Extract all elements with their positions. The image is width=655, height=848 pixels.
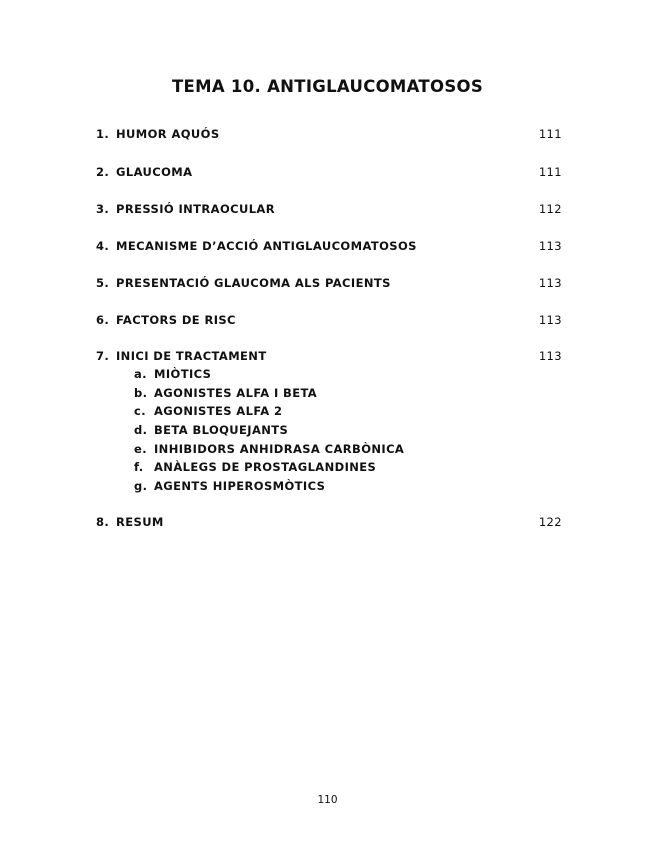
toc-label: INICI DE TRACTAMENT (116, 349, 267, 363)
toc-entry[interactable] (96, 164, 562, 180)
toc-label: GLAUCOMA (116, 165, 193, 179)
toc-entry[interactable] (96, 312, 562, 328)
toc-subnumber: b. (134, 386, 148, 400)
toc-subnumber: e. (134, 442, 147, 456)
toc-sublabel: AGONISTES ALFA I BETA (154, 386, 318, 400)
toc-sublabel: BETA BLOQUEJANTS (154, 423, 289, 437)
toc-sublabel: MIÒTICS (154, 367, 212, 381)
toc-number: 4. (96, 239, 110, 253)
toc-label: FACTORS DE RISC (116, 313, 236, 327)
toc-number: 5. (96, 276, 110, 290)
toc-page: 111 (538, 165, 562, 179)
page-number: 110 (317, 794, 338, 806)
toc-sublabel: AGONISTES ALFA 2 (154, 404, 283, 418)
toc-number: 2. (96, 165, 110, 179)
toc-page: 113 (538, 276, 562, 290)
toc-entry[interactable] (96, 514, 562, 530)
page-title: TEMA 10. ANTIGLAUCOMATOSOS (171, 77, 484, 96)
toc-page: 113 (538, 313, 562, 327)
toc-number: 1. (96, 127, 110, 141)
toc-label: MECANISME D’ACCIÓ ANTIGLAUCOMATOSOS (116, 239, 417, 253)
toc-page: 113 (538, 349, 562, 363)
toc-number: 7. (96, 349, 110, 363)
toc-subnumber: a. (134, 367, 147, 381)
toc-subnumber: c. (134, 404, 146, 418)
toc-entry[interactable] (96, 201, 562, 217)
toc-label: PRESENTACIÓ GLAUCOMA ALS PACIENTS (116, 276, 391, 290)
toc-page: 113 (538, 239, 562, 253)
toc-label: HUMOR AQUÓS (116, 127, 220, 141)
toc-subnumber: g. (134, 479, 148, 493)
toc-entry[interactable] (96, 126, 562, 142)
toc-label: PRESSIÓ INTRAOCULAR (116, 202, 275, 216)
toc-entry[interactable] (96, 238, 562, 254)
toc-subnumber: d. (134, 423, 148, 437)
toc-subnumber: f. (134, 460, 144, 474)
toc-sublabel: INHIBIDORS ANHIDRASA CARBÒNICA (154, 442, 405, 456)
toc-page: 111 (538, 127, 562, 141)
toc-page: 122 (538, 515, 562, 529)
toc-label: RESUM (116, 515, 164, 529)
toc-number: 3. (96, 202, 110, 216)
toc-number: 8. (96, 515, 110, 529)
toc-sublabel: AGENTS HIPEROSMÒTICS (154, 479, 326, 493)
toc-entry[interactable] (96, 275, 562, 291)
toc-number: 6. (96, 313, 110, 327)
toc-page: 112 (538, 202, 562, 216)
toc-sublabel: ANÀLEGS DE PROSTAGLANDINES (154, 460, 377, 474)
toc-entry[interactable] (96, 348, 562, 364)
